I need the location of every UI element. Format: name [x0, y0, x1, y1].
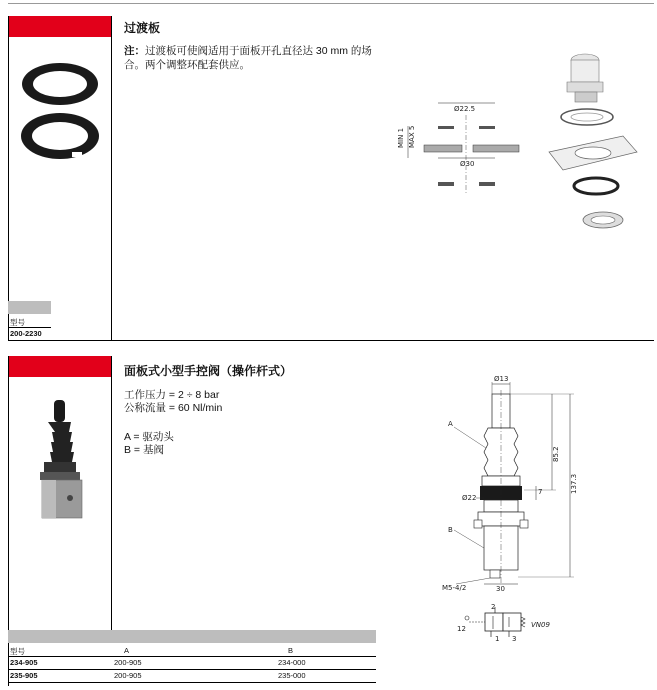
table-header-a: A: [124, 646, 130, 655]
dim-7: 7: [538, 488, 543, 496]
label-a: A: [448, 420, 453, 428]
sym-12: 12: [457, 625, 466, 633]
dim-d22-5: Ø22.5: [454, 105, 476, 113]
note-label: 注：: [124, 45, 145, 57]
table-row1-b: 234-000: [278, 658, 306, 667]
section1-table-rule: [8, 327, 51, 328]
dim-30: 30: [496, 585, 505, 593]
lever-valve-drawing: [440, 372, 590, 597]
section1-table-header-bar: [8, 301, 51, 314]
sym-1: 1: [495, 635, 500, 643]
table-rule-3: [8, 682, 376, 683]
table-rule-1: [8, 656, 376, 657]
section2-table-header-bar: [8, 630, 376, 643]
dim-d30: Ø30: [460, 160, 475, 168]
note-text: 过渡板可使阀适用于面板开孔直径达 30 mm 的场合。两个调整环配套供应。: [124, 45, 372, 71]
table-rule-2: [8, 669, 376, 670]
adapter-drawing: [390, 100, 530, 200]
section2-title: 面板式小型手控阀（操作杆式）: [124, 364, 293, 378]
top-rule: [8, 3, 654, 4]
sym-vn09: VN09: [531, 621, 550, 629]
section1-left-border: [8, 16, 9, 340]
exploded-view-image: [545, 48, 645, 238]
table-header-b: B: [288, 646, 294, 655]
legend-a: A = 驱动头: [124, 431, 174, 443]
section2-red-bar: [8, 356, 111, 377]
table-row1-a: 200-905: [114, 658, 142, 667]
dim-max: MAX 5: [408, 125, 416, 148]
sym-2: 2: [491, 603, 496, 611]
lever-valve-image: [26, 398, 96, 528]
section1-title: 过渡板: [124, 21, 161, 35]
table-row2-a: 200-905: [114, 671, 142, 680]
section1-red-bar: [8, 16, 111, 37]
dim-852: 85.2: [552, 446, 560, 462]
section1-bottom-rule: [8, 340, 654, 341]
sym-3: 3: [512, 635, 517, 643]
spec-flow: 公称流量 = 60 Nl/min: [124, 402, 223, 414]
spec-pressure: 工作压力 = 2 ÷ 8 bar: [124, 389, 220, 401]
section1-table-row: 200-2230: [10, 329, 42, 338]
dim-min: MIN 1: [397, 127, 405, 148]
dim-d13: Ø13: [494, 375, 509, 383]
dim-d22: Ø22: [462, 494, 477, 502]
table-row2-model: 235-905: [10, 671, 38, 680]
table-header-model: 型号: [10, 647, 25, 656]
dim-thread: M5-4/2: [442, 584, 467, 592]
dim-1373: 137.3: [570, 473, 578, 494]
section1-table-header: 型号: [10, 318, 25, 327]
section2-divider: [111, 356, 112, 630]
table-row2-b: 235-000: [278, 671, 306, 680]
label-b: B: [448, 526, 453, 534]
legend-b: B = 基阀: [124, 444, 164, 456]
table-row1-model: 234-905: [10, 658, 38, 667]
adapter-rings-image: [14, 56, 104, 166]
section1-note: [124, 44, 374, 72]
section1-divider: [111, 16, 112, 340]
valve-symbol: [455, 603, 565, 643]
